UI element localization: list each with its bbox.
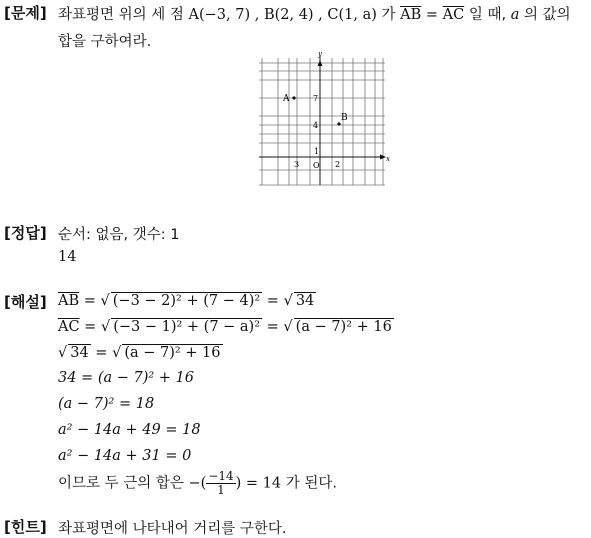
tick-label-4: 4 — [313, 121, 319, 130]
condition-text: 일 때, — [464, 7, 511, 23]
problem-line-2: 합을 구하여라. — [58, 34, 152, 50]
coordinate-figure — [257, 50, 393, 188]
sqrt-rhs: √ (a − 7)² + 16 — [112, 345, 221, 361]
equals: = — [79, 319, 101, 335]
solution-line-8 — [58, 470, 337, 497]
radicand: (a − 7)² + 16 — [124, 345, 221, 361]
origin-label: O — [313, 161, 320, 170]
solution-line-2 — [58, 318, 394, 335]
equals: = — [262, 293, 284, 309]
point-b: B(2, 4) — [263, 7, 314, 23]
y-axis-label: y — [318, 50, 322, 58]
point-a-label: A — [283, 94, 290, 104]
conclusion-suffix: 가 된다. — [281, 475, 337, 492]
solution-line-5: (a − 7)² = 18 — [58, 396, 155, 412]
radicand: 34 — [295, 293, 315, 309]
sqrt-result: √ (a − 7)² + 16 — [283, 319, 392, 335]
solution-line-1 — [58, 292, 316, 309]
tick-label-2: 2 — [335, 160, 341, 169]
variable-a: a — [510, 7, 520, 23]
tick-label-7: 7 — [313, 94, 319, 103]
equals: = — [262, 319, 284, 335]
tick-label-minus-3: 3 — [294, 160, 300, 169]
conclusion-text: 이므로 두 근의 합은 — [58, 475, 189, 492]
hint-tag: [힌트] — [4, 518, 47, 536]
result: ) = 14 — [235, 475, 282, 492]
problem-tag: [문제] — [4, 4, 47, 22]
sqrt-result: √ 34 — [283, 293, 315, 309]
hint-text: 좌표평면에 나타내어 거리를 구한다. — [58, 521, 287, 537]
separator: , — [313, 7, 328, 23]
problem-text: 좌표평면 위의 세 점 — [58, 7, 189, 23]
answer-line-1: 순서: 없음, 갯수: 1 — [58, 227, 180, 243]
question-text: 의 값의 — [519, 7, 571, 23]
radicand: (−3 − 1)² + (7 − a)² — [113, 319, 261, 335]
solution-line-3 — [58, 344, 223, 361]
answer-value: 14 — [58, 249, 77, 265]
neg-paren: −( — [188, 475, 207, 492]
radicand: 34 — [70, 345, 89, 361]
radicand: (a − 7)² + 16 — [295, 319, 392, 335]
particle: 가 — [376, 7, 401, 23]
fraction-numerator: −14 — [208, 469, 234, 483]
solution-tag: [해설] — [4, 293, 47, 311]
segment-ac: $\overline{AC}$ — [442, 7, 465, 23]
fraction-denominator: 1 — [217, 483, 225, 497]
tick-label-1: 1 — [314, 147, 320, 156]
solution-line-7: a² − 14a + 31 = 0 — [58, 448, 192, 464]
point-c: C(1, a) — [327, 7, 377, 23]
solution-line-6: a² − 14a + 49 = 18 — [58, 422, 201, 438]
sqrt-lhs: √ 34 — [58, 345, 89, 361]
fraction — [206, 470, 235, 497]
sqrt-expression: √ (−3 − 1)² + (7 − a)² — [100, 319, 261, 335]
x-axis-label: x — [386, 155, 390, 163]
point-b-label: B — [341, 113, 348, 123]
segment-ac: $\overline{AC}$ — [58, 319, 80, 335]
solution-line-4: 34 = (a − 7)² + 16 — [58, 370, 195, 386]
equals: = — [421, 7, 443, 23]
radicand: (−3 − 2)² + (7 − 4)² — [112, 293, 261, 309]
answer-tag: [정답] — [4, 224, 47, 242]
problem-line-1 — [58, 3, 571, 24]
equals: = — [90, 345, 113, 361]
sqrt-expression: √ (−3 − 2)² + (7 − 4)² — [100, 293, 261, 309]
segment-ab: $\overline{AB}$ — [400, 7, 422, 23]
equals: = — [79, 293, 101, 309]
separator: , — [250, 7, 264, 23]
segment-ab: $\overline{AB}$ — [58, 293, 80, 309]
point-a: A(−3, 7) — [188, 7, 251, 23]
